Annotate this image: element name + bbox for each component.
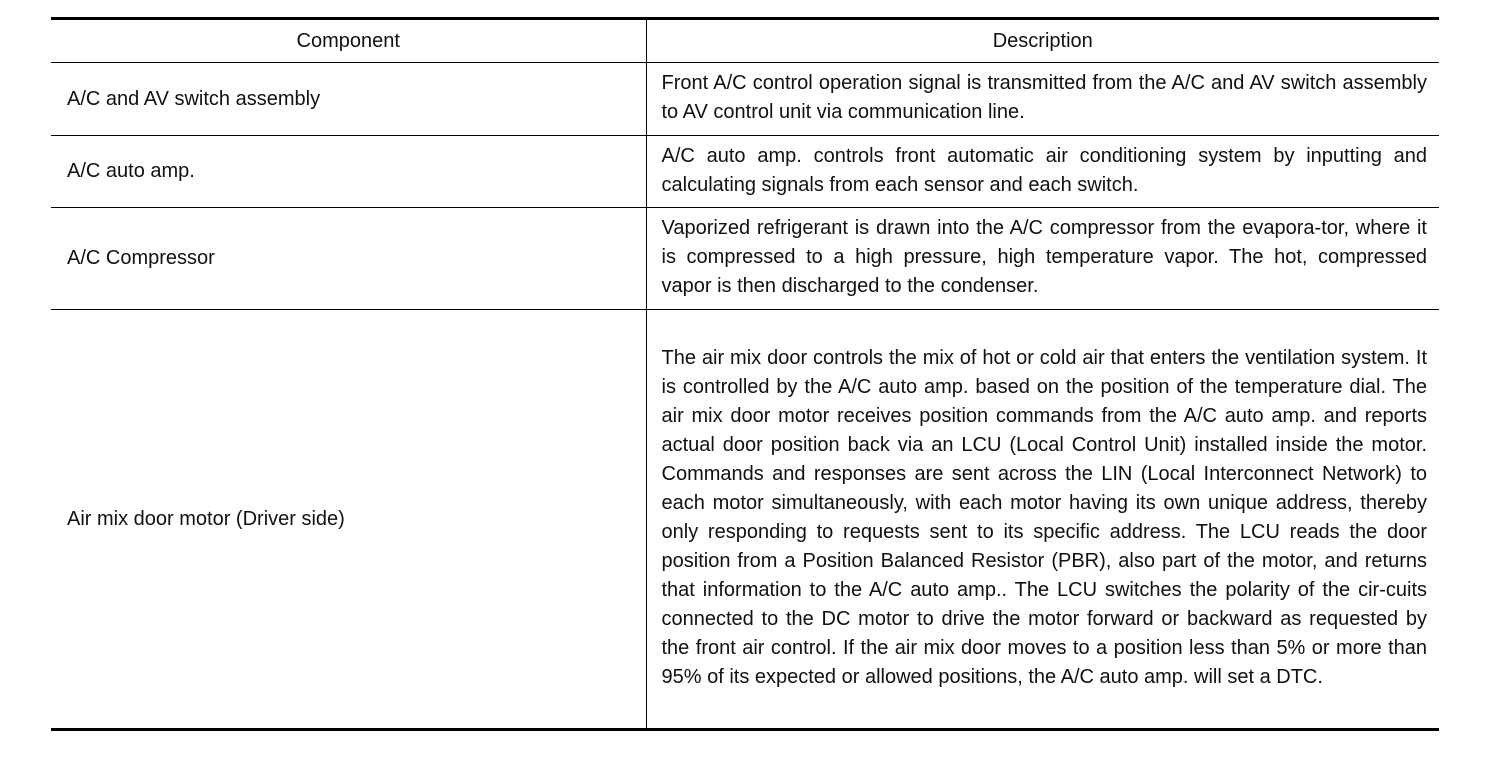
description-cell: The air mix door controls the mix of hot or cold air that enters the ventilation system. It is controlled by the A/C auto amp. based on the position of the temperature dial. The air mix door motor receives position commands from the A/C auto amp. and reports actual door position back via an LCU (Local Control Unit) installed inside the motor. Commands and responses are sent across the LIN (Local Interconnect Network) to each motor simultaneously, with each motor having its own unique address, thereby only responding to requests sent to its specific address. The LCU reads the door position from a Position Balanced Resistor (PBR), also part of the motor, and returns that information to the A/C auto amp.. The LCU switches the polarity of the cir-cuits connected to the DC motor to drive the motor forward or backward as requested by the front air control. If the air mix door moves to a position less than 5% or more than 95% of its expected or allowed positions, the A/C auto amp. will set a DTC. xyxy=(646,310,1439,730)
component-cell: A/C Compressor xyxy=(51,208,646,310)
table-body xyxy=(51,63,1439,730)
header-row xyxy=(51,19,1439,63)
table-row xyxy=(51,208,1439,310)
component-cell: A/C and AV switch assembly xyxy=(51,63,646,136)
component-cell: Air mix door motor (Driver side) xyxy=(51,310,646,730)
description-cell: A/C auto amp. controls front automatic air conditioning system by inputting and calculating signals from each sensor and each switch. xyxy=(646,136,1439,208)
table-row xyxy=(51,63,1439,136)
description-cell: Front A/C control operation signal is transmitted from the A/C and AV switch assembly to AV control unit via communication line. xyxy=(646,63,1439,136)
component-description-table xyxy=(51,17,1439,731)
component-cell: A/C auto amp. xyxy=(51,136,646,208)
table-header xyxy=(51,19,1439,63)
table-row xyxy=(51,310,1439,730)
description-cell: Vaporized refrigerant is drawn into the A/C compressor from the evapora-tor, where it is compressed to a high pressure, high temperature vapor. The hot, compressed vapor is then discharged to the condenser. xyxy=(646,208,1439,310)
component-column-header: Component xyxy=(51,19,646,63)
description-column-header: Description xyxy=(646,19,1439,63)
table-row xyxy=(51,136,1439,208)
